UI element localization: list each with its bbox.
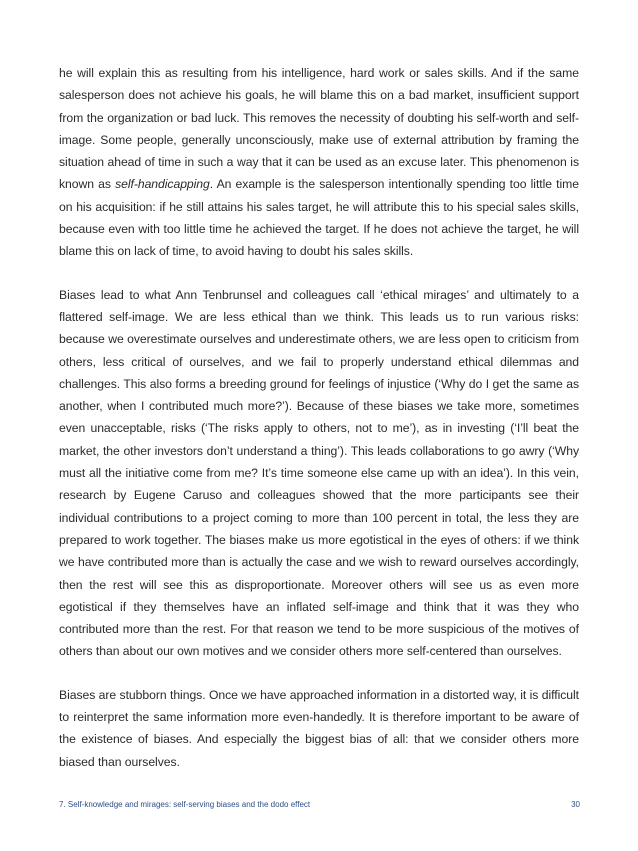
paragraph-1-text-after: . An example is the salesperson intentionally spending too little time on his acquisition: if he still attains his sales target, he will attribute this to his special sales skills, because even with too little time he achieved the target. If he does not achieve the target, he will blame this on lack of time, to avoid having to doubt his sales skills. <box>59 177 579 259</box>
page-number: 30 <box>571 800 580 809</box>
term-self-handicapping: self-handicapping <box>115 177 210 192</box>
page-footer <box>59 800 580 809</box>
paragraph-3: Biases are stubborn things. Once we have approached information in a distorted way, it is difficult to reinterpret the same information more even-handedly. It is therefore important to be aware of the existence of biases. And especially the biggest bias of all: that we consider others more biased than ourselves. <box>59 687 579 769</box>
paragraph-2: Biases lead to what Ann Tenbrunsel and colleagues call ‘ethical mirages’ and ultimately to a flattered self-image. We are less ethical than we think. This leads us to run various risks: because we overestimate ourselves and underestimate others, we are less open to criticism from others, less critical of ourselves, and we fail to properly understand ethical dilemmas and challenges. This also forms a breeding ground for feelings of injustice (‘Why do I get the same as another, when I contributed much more?’). Because of these biases we take more, sometimes even unacceptable, risks (‘The risks apply to others, not to me’), as in investing (‘I’ll beat the market, the other investors don’t understand a thing’). This leads collaborations to go awry (‘Why must all the initiative come from me? It’s time someone else came up with an idea’). In this vein, research by Eugene Caruso and colleagues showed that the more participants see their individual contributions to a project coming to more than 100 percent in total, the less they are prepared to work together. The biases make us more egotistical in the eyes of others: if we think we have contributed more than is actually the case and we wish to reward ourselves accordingly, then the rest will see this as disproportionate. Moreover others will see us as even more egotistical if they themselves have an inflated self-image and think that it was they who contributed more than the rest. For that reason we tend to be more suspicious of the motives of others than about our own motives and we consider others more self-centered than ourselves. <box>59 287 579 659</box>
paragraph-1 <box>59 62 579 263</box>
page-body <box>59 62 579 773</box>
footer-chapter-title: 7. Self-knowledge and mirages: self-serving biases and the dodo effect <box>59 800 311 809</box>
paragraph-1-text-before: he will explain this as resulting from his intelligence, hard work or sales skills. And if the same salesperson does not achieve his goals, he will blame this on a bad market, insufficient support from the organization or bad luck. This removes the necessity of doubting his self-worth and self-image. Some people, generally unconsciously, make use of external attribution by framing the situation ahead of time in such a way that it can be used as an excuse later. This phenomenon is known as <box>59 66 579 192</box>
